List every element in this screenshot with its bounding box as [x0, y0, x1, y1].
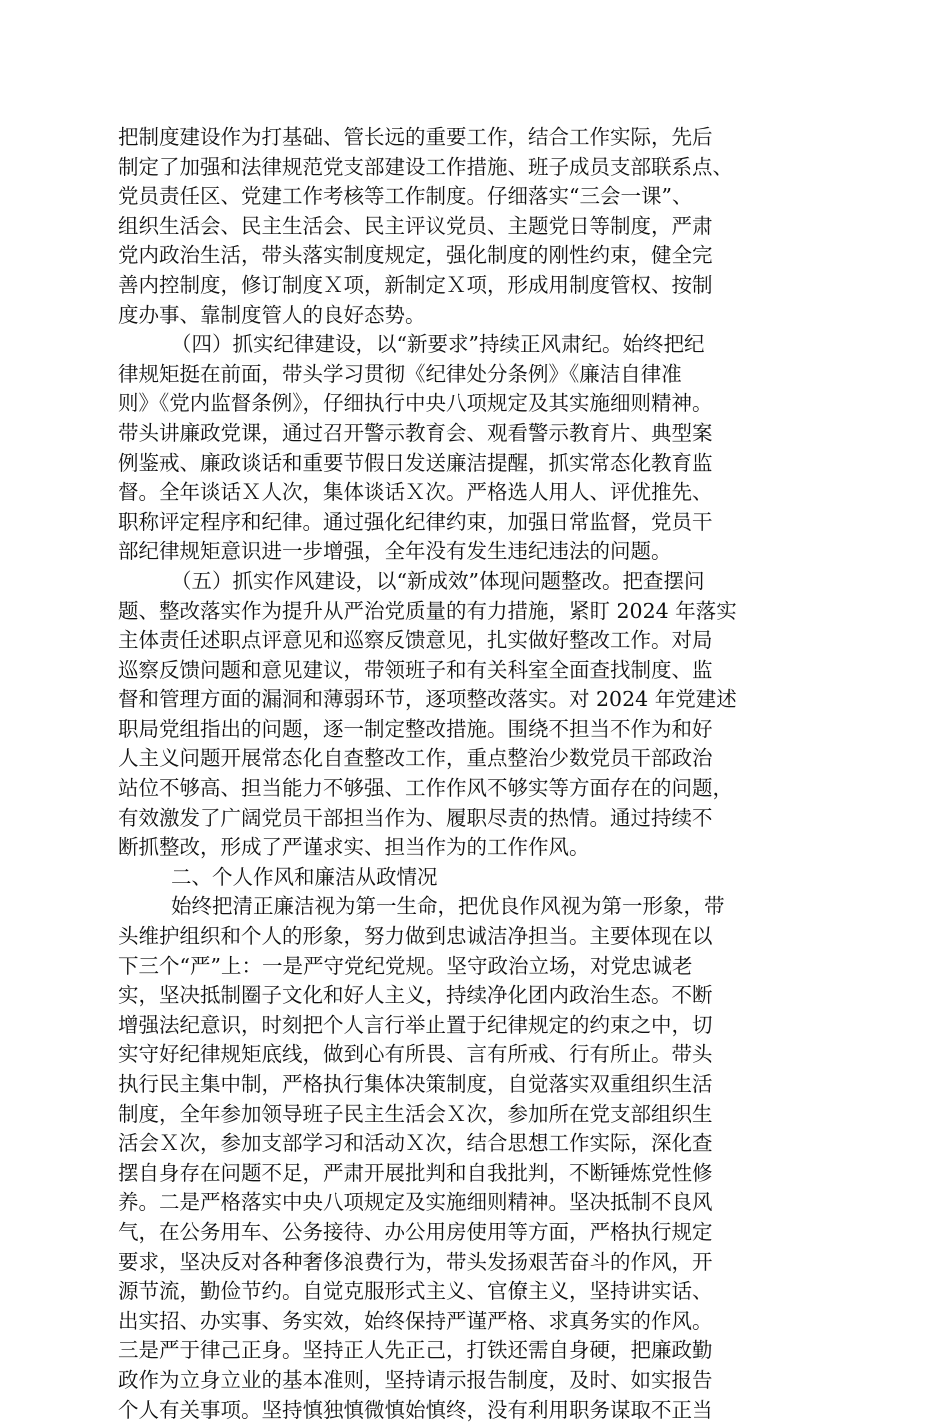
- text-line: 度办事、靠制度管人的良好态势。: [118, 302, 426, 327]
- text-line: 实，坚决抵制圈子文化和好人主义，持续净化团内政治生态。不断: [118, 983, 713, 1008]
- text-line: 个人有关事项。坚持慎独慎微慎始慎终，没有利用职务谋取不正当: [118, 1397, 713, 1422]
- text-line: 实守好纪律规矩底线，做到心有所畏、言有所戒、行有所止。带头: [118, 1042, 713, 1067]
- text-line: 断抓整改，形成了严谨求实、担当作为的工作作风。: [118, 835, 590, 860]
- text-line: 人主义问题开展常态化自查整改工作，重点整治少数党员干部政治: [118, 746, 713, 771]
- text-line: 二、个人作风和廉洁从政情况: [171, 864, 438, 889]
- text-line: 督和管理方面的漏洞和薄弱环节，逐项整改落实。对 2024 年党建述: [118, 687, 737, 712]
- text-line: 带头讲廉政党课，通过召开警示教育会、观看警示教育片、典型案: [118, 420, 713, 445]
- text-line: 三是严于律己正身。坚持正人先正己，打铁还需自身硬，把廉政勤: [118, 1338, 713, 1363]
- text-line: 主体责任述职点评意见和巡察反馈意见，扎实做好整改工作。对局: [118, 628, 713, 653]
- text-line: 例鉴戒、廉政谈话和重要节假日发送廉洁提醒，抓实常态化教育监: [118, 450, 713, 475]
- text-line: 善内控制度，修订制度Ｘ项，新制定Ｘ项，形成用制度管权、按制: [118, 272, 713, 297]
- text-line: 气，在公务用车、公务接待、办公用房使用等方面，严格执行规定: [118, 1219, 713, 1244]
- text-line: 有效激发了广阔党员干部担当作为、履职尽责的热情。通过持续不: [118, 805, 713, 830]
- text-line: 出实招、办实事、务实效，始终保持严谨严格、求真务实的作风。: [118, 1308, 713, 1333]
- text-line: 巡察反馈问题和意见建议，带领班子和有关科室全面查找制度、监: [118, 657, 713, 682]
- text-line: 督。全年谈话Ｘ人次，集体谈话Ｘ次。严格选人用人、评优推先、: [118, 480, 713, 505]
- text-line: 党员责任区、党建工作考核等工作制度。仔细落实“三会一课”、: [118, 184, 693, 209]
- text-line: 摆自身存在问题不足，严肃开展批判和自我批判，不断锤炼党性修: [118, 1160, 713, 1185]
- text-line: 则》《党内监督条例》，仔细执行中央八项规定及其实施细则精神。: [118, 391, 713, 416]
- text-line: （四）抓实纪律建设，以“新要求”持续正风肃纪。始终把纪: [171, 332, 705, 357]
- document-body: [118, 123, 828, 1425]
- text-line: 始终把清正廉洁视为第一生命，把优良作风视为第一形象，带: [171, 894, 725, 919]
- text-line: （五）抓实作风建设，以“新成效”体现问题整改。把查摆问: [171, 568, 705, 593]
- text-line: 养。二是严格落实中央八项规定及实施细则精神。坚决抵制不良风: [118, 1190, 713, 1215]
- text-line: 活会Ｘ次，参加支部学习和活动Ｘ次，结合思想工作实际，深化查: [118, 1131, 713, 1156]
- text-line: 源节流，勤俭节约。自觉克服形式主义、官僚主义，坚持讲实话、: [118, 1279, 713, 1304]
- text-line: 头维护组织和个人的形象，努力做到忠诚洁净担当。主要体现在以: [118, 924, 713, 949]
- text-line: 律规矩挺在前面，带头学习贯彻《纪律处分条例》《廉洁自律准: [118, 361, 682, 386]
- text-line: 增强法纪意识，时刻把个人言行举止置于纪律规定的约束之中，切: [118, 1012, 713, 1037]
- text-line: 党内政治生活，带头落实制度规定，强化制度的刚性约束，健全完: [118, 243, 713, 268]
- text-line: 题、整改落实作为提升从严治党质量的有力措施，紧盯 2024 年落实: [118, 598, 737, 623]
- text-line: 职称评定程序和纪律。通过强化纪律约束，加强日常监督，党员干: [118, 509, 713, 534]
- text-line: 站位不够高、担当能力不够强、工作作风不够实等方面存在的问题，: [118, 776, 733, 801]
- text-line: 把制度建设作为打基础、管长远的重要工作，结合工作实际，先后: [118, 125, 713, 149]
- text-line: 执行民主集中制，严格执行集体决策制度，自觉落实双重组织生活: [118, 1072, 713, 1096]
- text-line: 组织生活会、民主生活会、民主评议党员、主题党日等制度，严肃: [118, 213, 713, 238]
- text-line: 制度，全年参加领导班子民主生活会Ｘ次，参加所在党支部组织生: [118, 1101, 713, 1126]
- text-line: 要求，坚决反对各种奢侈浪费行为，带头发扬艰苦奋斗的作风，开: [118, 1249, 713, 1274]
- text-line: 下三个“严”上：一是严守党纪党规。坚守政治立场，对党忠诚老: [118, 953, 693, 978]
- text-line: 政作为立身立业的基本准则，坚持请示报告制度，及时、如实报告: [118, 1367, 713, 1392]
- text-line: 部纪律规矩意识进一步增强，全年没有发生违纪违法的问题。: [118, 539, 672, 564]
- text-line: 制定了加强和法律规范党支部建设工作措施、班子成员支部联系点、: [118, 154, 733, 179]
- text-line: 职局党组指出的问题，逐一制定整改措施。围绕不担当不作为和好: [118, 716, 713, 741]
